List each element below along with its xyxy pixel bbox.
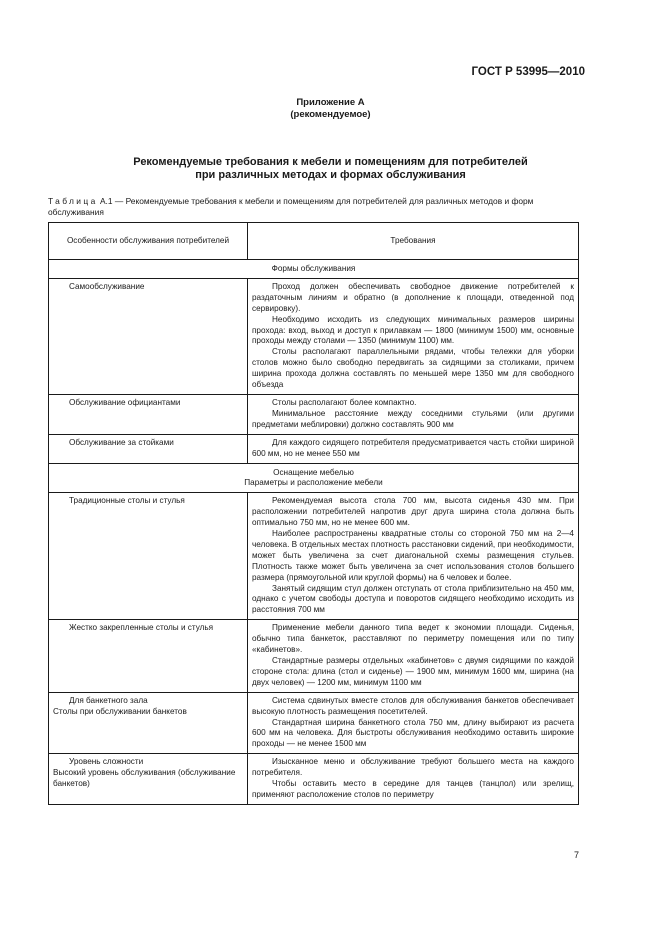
label-line: Жестко закрепленные столы и стулья (69, 623, 214, 633)
table-row (49, 493, 579, 620)
label-line: Высокий уровень обслуживания (обслуживание банкетов) (53, 768, 236, 789)
section-row-furniture (49, 463, 579, 493)
table-header-row (49, 223, 579, 260)
label-line: Обслуживание официантами (69, 397, 181, 407)
column-header-requirements: Требования (248, 223, 579, 260)
requirement-paragraph: Необходимо исходить из следующих минимальных размеров ширины прохода: вход, выход и доступ к прилавкам — 1800 (минимум 1500) мм, основные проходы между столами — 1350 (минимум 1100) мм. (252, 314, 574, 346)
requirement-paragraph: Чтобы оставить место в середине для танцев (танцпол) или зрелищ, применяют расположение столов по периметру (252, 779, 574, 799)
row-label (49, 493, 248, 620)
table-row (49, 692, 579, 754)
requirement-paragraph: Система сдвинутых вместе столов для обслуживания банкетов обеспечивает высокую плотность размещения посетителей. (252, 695, 574, 716)
row-requirements (248, 493, 579, 620)
table-row (49, 394, 579, 434)
row-requirements (248, 754, 579, 805)
requirement-paragraph: Рекомендуемая высота стола 700 мм, высота сиденья 430 мм. При расположении потребителей напротив друг друга ширина стола должна быть оптимально 750 мм, но не менее 600 мм. (252, 496, 574, 528)
requirement-paragraph: Наиболее распространены квадратные столы со стороной 750 мм на 2—4 человека. В отдельных местах плотность расстановки сидений, при необходимости, может быть увеличена за счет диагональной схемы размещения стульев. Плотность также может быть увеличена за счет использования столов большего размера (прямоугольной или круглой формы) на 6 человек и более. (252, 529, 574, 582)
requirement-paragraph: Столы располагают более компактно. (272, 397, 417, 407)
row-requirements (248, 278, 579, 394)
row-label (49, 754, 248, 805)
table-row (49, 620, 579, 692)
label-line: Традиционные столы и стулья (69, 496, 185, 506)
label-line: Столы при обслуживании банкетов (53, 706, 187, 716)
appendix-status: (рекомендуемое) (290, 109, 371, 120)
page-title (0, 156, 661, 182)
table-row (49, 754, 579, 805)
requirement-paragraph: Проход должен обеспечивать свободное движение потребителей к раздаточным линиям и обратно (в дополнение к площади, отведенной под сервировку). (252, 281, 574, 313)
requirement-paragraph: Стандартная ширина банкетного стола 750 мм, длину выбирают из расчета 600 мм на человека. Для быстроты обслуживания необходимо оставить широкие проходы — не менее 1500 мм (252, 717, 574, 749)
section-title-line-1: Оснащение мебелью (273, 467, 354, 477)
row-label (49, 620, 248, 692)
section-title-furniture (49, 463, 579, 493)
requirement-paragraph: Столы располагают параллельными рядами, чтобы тележки для уборки столов можно было свободно передвигать за сидящими за столиками, причем ширина прохода должна составлять по меньшей мере 1350 мм для свободного объезда (252, 347, 574, 390)
page-title-line-1: Рекомендуемые требования к мебели и помещениям для потребителей (133, 156, 528, 168)
requirement-paragraph: Стандартные размеры отдельных «кабинетов» с двумя сидящими по каждой стороне стола: длина (стол и сиденье) — 1900 мм, минимум 1600 мм, ширина (на двух человек) — 1200 мм, минимум 1100 мм (252, 656, 574, 687)
row-requirements (248, 620, 579, 692)
section-title-line-2: Параметры и расположение мебели (244, 478, 383, 488)
table-caption (48, 196, 578, 218)
table-row (49, 278, 579, 394)
label-line: Для банкетного зала (69, 695, 148, 705)
table-caption-text: А.1 — Рекомендуемые требования к мебели и помещениям для потребителей для различных методов и форм обслуживания (48, 196, 534, 217)
requirement-paragraph: Минимальное расстояние между соседними стульями (или другими предметами меблировки) должно составлять 900 мм (252, 408, 574, 429)
row-label (49, 394, 248, 434)
section-title-service-forms: Формы обслуживания (49, 260, 579, 279)
page-title-line-2: при различных методах и формах обслуживания (195, 169, 466, 181)
requirement-paragraph: Для каждого сидящего потребителя предусматривается часть стойки шириной 600 мм, но не менее 550 мм (252, 437, 574, 458)
row-requirements (248, 434, 579, 463)
row-label (49, 692, 248, 754)
column-header-features: Особенности обслуживания потребителей (49, 223, 248, 260)
table-row (49, 434, 579, 463)
requirement-paragraph: Применение мебели данного типа ведет к экономии площади. Сиденья, обычно типа банкеток, расставляют по периметру помещения или по типу «кабинетов». (252, 623, 574, 655)
requirements-table (48, 222, 579, 805)
requirement-paragraph: Занятый сидящим стул должен отступать от стола приблизительно на 450 мм, однако с учетом свободы доступа и поворотов сидящего необходимо исходить из расстояния 700 мм (252, 583, 574, 615)
requirement-paragraph: Изысканное меню и обслуживание требуют большего места на каждого потребителя. (252, 757, 574, 778)
label-line: Обслуживание за стойками (69, 437, 174, 447)
appendix-title: Приложение А (296, 97, 365, 108)
appendix-heading (0, 97, 661, 121)
label-line: Уровень сложности (69, 757, 144, 767)
table-caption-prefix: Таблица (48, 196, 98, 206)
page-number: 7 (574, 850, 580, 860)
section-row-service-forms (49, 260, 579, 279)
row-requirements (248, 394, 579, 434)
label-line: Самообслуживание (69, 281, 145, 291)
row-label (49, 278, 248, 394)
document-code: ГОСТ Р 53995—2010 (471, 66, 585, 78)
row-requirements (248, 692, 579, 754)
row-label (49, 434, 248, 463)
